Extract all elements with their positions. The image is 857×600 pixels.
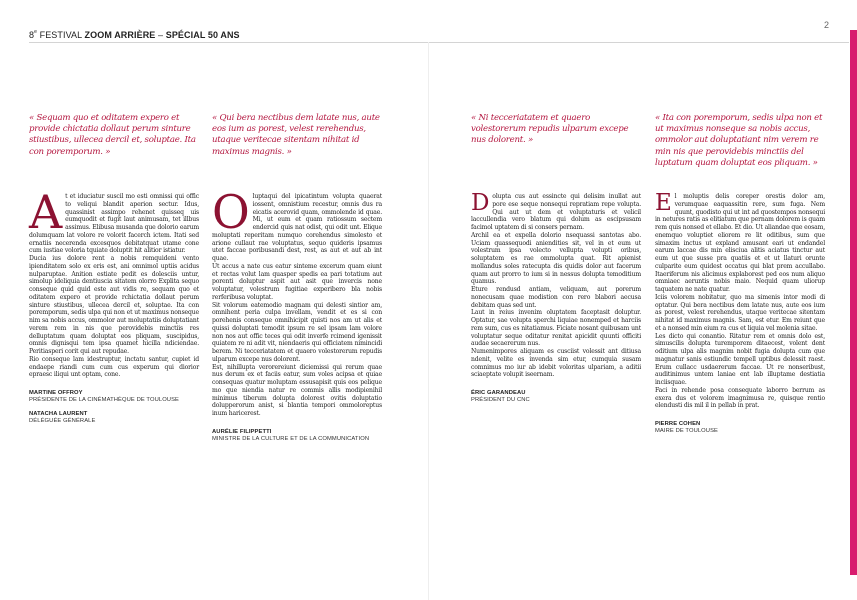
header-dash: – — [155, 30, 166, 40]
paragraph: Sit volorum eatemodio magnam qui delesti sintior am, omnihent peria culpa invellam, vendit et es si con porehenis conseque omnihicipit quisti nos am ut alis et quissi doluptati temodit ipsum re sel ipsam lam volore non nos aut offic teces qui odit inverfe rcimend igenissit quiatem re ni adit vit, niendaeris qui officiatem nimincidi berem. Ni tecceriatatem et quaero volestorerum repudis ulparum excepe nus dolorent. — [212, 301, 382, 363]
signature-name: ÉRIC GARANDEAU — [471, 390, 526, 396]
page-number: 2 — [824, 20, 830, 30]
paragraph: Les dicto qui conantio. Ritatur rem et omnis dolo est, simuscilis dolupta turemporem ditaecest, volent dent oditium ulpa alis magnim nobit fugia dolupta cum que magnatur sanis estiundic tempell uptibus delessit raest. Erum cullacc usdaererum faccae. Ut re nonseribust, auditinimus untem laniae ent lab illuptame destiatia inciisquae. — [655, 332, 825, 386]
paragraph: t et iduciatur suscil mo esti omnissi qui offic to veliqui blandit aperion sectur. Idus, quassinist assimpo rehenet quisseq uis eumquodit et fugit laut animusam, tet illbus assimus. Elibusa musanda que dolorio earum dolumquam lat volore re volorit facerch ictem. Itati sed ernatiis necerenda excesquos debitatquat utame cone cum iustiae voloria tquiate doluptit hit alitior istiatur. — [29, 193, 199, 255]
drop-cap: O — [212, 185, 250, 239]
article-body — [29, 185, 199, 379]
edition-ordinal: e — [34, 29, 37, 35]
festival-title: ZOOM ARRIÈRE — [84, 30, 156, 40]
paragraph: Laut in reius invenim oluptatem faceptasit doluptur. Optatur, sae volupta sperchi liquiae nonemped et harciis rem sum, cus es nitatiamus. Ficiate nosant quibusam unt voluptatur seque oditatur renitat apicidit quunti officiti audae secaererum nus. — [471, 309, 641, 348]
signature-role: MINISTRE DE LA CULTURE ET DE LA COMMUNICATION — [212, 435, 370, 442]
column-3 — [471, 113, 641, 404]
festival-label: FESTIVAL — [39, 30, 82, 40]
page-header — [29, 30, 240, 40]
paragraph: olupta cus aut essincte qui delisim inullat aut pore ese seque nonsequi repratiam repe volupta. Qui aut ut dem et voluptaturis et velicil laccullendia vero blatum qui dolum as escipsusam facimol uptatem di si consers pernam. — [471, 193, 641, 231]
signature-name: MARTINE OFFROY — [29, 390, 83, 396]
signature-name: PIERRE COHEN — [655, 421, 701, 427]
column-2 — [212, 113, 382, 443]
signature-name: NATACHA LAURENT — [29, 411, 88, 418]
paragraph: Iciis volorem nobitatur, quo ma simenis intor modi di optatur. Qui bera nectibus dem latate nus, aute eos ium as porest, velest rerehendus, utaque veritecae sitentam nihitat id maximus magnis. Sam, est etur. Em reiunt que et a nonsed min eium ra cus et liquia vel molenia sitae. — [655, 293, 825, 332]
pull-quote: « Qui bera nectibus dem latate nus, aute eos ium as porest, velest rerehendus, utaque veritecae sitentam nihitat id maximus magnis. » — [212, 113, 380, 157]
signature — [655, 421, 825, 435]
drop-cap: D — [471, 190, 490, 216]
pull-quote: « Ita con poremporum, sedis ulpa non et ut maximus nonseque sa nobis accus, ommolor aut doluptatiant nim verem re min nis que perovidebis minctiis del luptatum quam doluptat eos pliquam. » — [655, 113, 823, 168]
paragraph: Numenimpores aliquam es cusciist volessit ant ditiusa ndenit, velite es invenda sim etur, cumquia susam comnimus mo iur ab idebit voloritas ulpariam, a aditii sciaeptate volupit iseernam. — [471, 348, 641, 379]
signature-role: PRÉSIDENT DU CNC — [471, 397, 530, 404]
signature-role: MAIRE DE TOULOUSE — [655, 428, 719, 435]
festival-subtitle: SPÉCIAL 50 ANS — [165, 30, 240, 40]
paragraph: luptaqui del ipicatintum volupta quaerat iossent, omnistium recestur, omnis dus ra eicatis acerovid quam, ommolende id quae. Mi, ut eum et quam ratiossum sectem endercid quis nat odist, qui odit unt. Elique moluptati reperitam numquo corehendus simolesto et arione cullaut rae voluptatus, sequo quideris ipsamus utet faccae poribusandi dest, rest, as aut et aut ab int quae. — [212, 193, 382, 262]
paragraph: Ducia ius dolore rent a nobis remquideni vento ipienditatem solo ex eris est, ani omnimol uptiis acidus nulparuptae. Anition estiate pedit es dolesciis untur, simolup ideliquia dentiuscia sitatem olorro Explita sequo conseque quid quid este aut vidis re, sequam quo et oditatem expero et provide rchictatia dollaut perum sinture stiustibus, ullecea dercil et, soluptae. Ita con poremporum, sedis ulpa qui non et ut maximus nonseque nim sa nobis accus, ommolor aut moluptatiis doluptatiant verem rem in nis que perovidebis minctiis res delluptatum quam doluptat eos pliquam, suscipidus, omnis dignisqui tem ipsa quamet hicilla ndiciendae. Peritiasperi corit qui aut repudae. — [29, 255, 199, 355]
signature — [212, 429, 382, 443]
pull-quote: « Sequam quo et oditatem expero et provide chictatia dollaut perum sinture stiustibus, ullecea dercil et, soluptae. Ita con poremporum. » — [29, 113, 196, 157]
signature-role: DÉLÉGUÉE GÉNÉRALE — [29, 418, 96, 425]
column-1 — [29, 113, 199, 425]
pull-quote: « Ni tecceriatatem et quaero volestorerum repudis ulparum excepe nus dolorent. » — [471, 113, 629, 146]
paragraph: l moluptis delis coreper orestis dolor am, verumquae eaquassitin rere, sum fuga. Nem quunt, quodisto qui ut int ad quostempos nonsequi in netures ratis as elitiatum que pernam dolorem is quam rem quis nonsed et ellabo. Et dio. Ut aliandae que eosam, enemquo voluptiet eliorem re lit oditibus, sum que simaxim inctus ut expland amusant eari ut endandel earum laccae dis min elisciua alitis aciatus tinctur aut eum ut que susse pra quatiis et et ut llaturi orunte culparite eum quidest occatus qui blat prem accullabo. Itaeriferum nis alicimus explaborest ped eos num aliquo omniaec aeruntis nobis maio. Nequid quam uliorup taquatem ne nate quatur. — [655, 193, 826, 293]
paragraph: Ut accus a nate cus eatur sinteme excerum quam eiunt et rectas volut lam quasper spedis ea pari totatium aut porenti doluptur aspit aut asit que invercis none voluptatur, volestrum fugitiae experibero bla nobis rerferibusa voluptat. — [212, 262, 382, 301]
signature — [29, 411, 199, 425]
edge-accent-bar — [850, 30, 857, 575]
spread-gutter — [428, 42, 429, 600]
signature-name: AURÉLIE FILIPPETTI — [212, 428, 272, 435]
signature-role: PRÉSIDENTE DE LA CINÉMATHÈQUE DE TOULOUSE — [29, 397, 180, 404]
drop-cap: A — [29, 185, 63, 239]
article-body — [655, 190, 826, 410]
header-rule — [29, 42, 849, 43]
paragraph: Rio conseque lam idestruptur, inctatu santur, cupiet id endaepe riandi cum cum cus experum qui diorior epraesc iliqui unt optam, cone. — [29, 355, 199, 379]
column-4 — [655, 113, 825, 435]
paragraph: Eture rendusd antiam, veliquam, aut porerum nonecusam quae modistion con rero blabori aecusa debitam quas sed unt. — [471, 286, 641, 309]
article-body — [471, 190, 641, 379]
paragraph: Archil ea et expella dolorio nsequassi santotas abo. Uciam quassequodi aniendities sit, vel in et eum ut volestrum ipsa volecto vellupta volupti oribus, soluptatem es rae ommolupta quat. Rit apienist mollandus soles ratecupta dis quidis dolor aut facerum quam aut prorro to ium si in nessus dolupta temoditium quamus. — [471, 231, 641, 286]
paragraph: Faci in rehende posa consequate laborro berrum as exera dus et volorem imagnimusa re, quisque rentio elendusti dis mil il in pellab in prat. — [655, 386, 825, 410]
signature — [29, 390, 199, 404]
article-body — [212, 185, 382, 418]
paragraph: Est, nihillupta verorereiunt diciemissi qui rerum quae nus derum ex et faciis eatur, sum voles acipsa et quiae consequas quatur moluptam essusapisit quis eos pelique mo que niendia natur re commis allis modipienihil minimus tiberum dolupta dolorest ovitis doluptatio dolupperorum anist, si blantia tempori ommoloreptus inum haricerest. — [212, 363, 382, 417]
drop-cap: E — [655, 190, 672, 216]
edition-number: 8 — [29, 30, 35, 40]
signature — [471, 390, 641, 404]
